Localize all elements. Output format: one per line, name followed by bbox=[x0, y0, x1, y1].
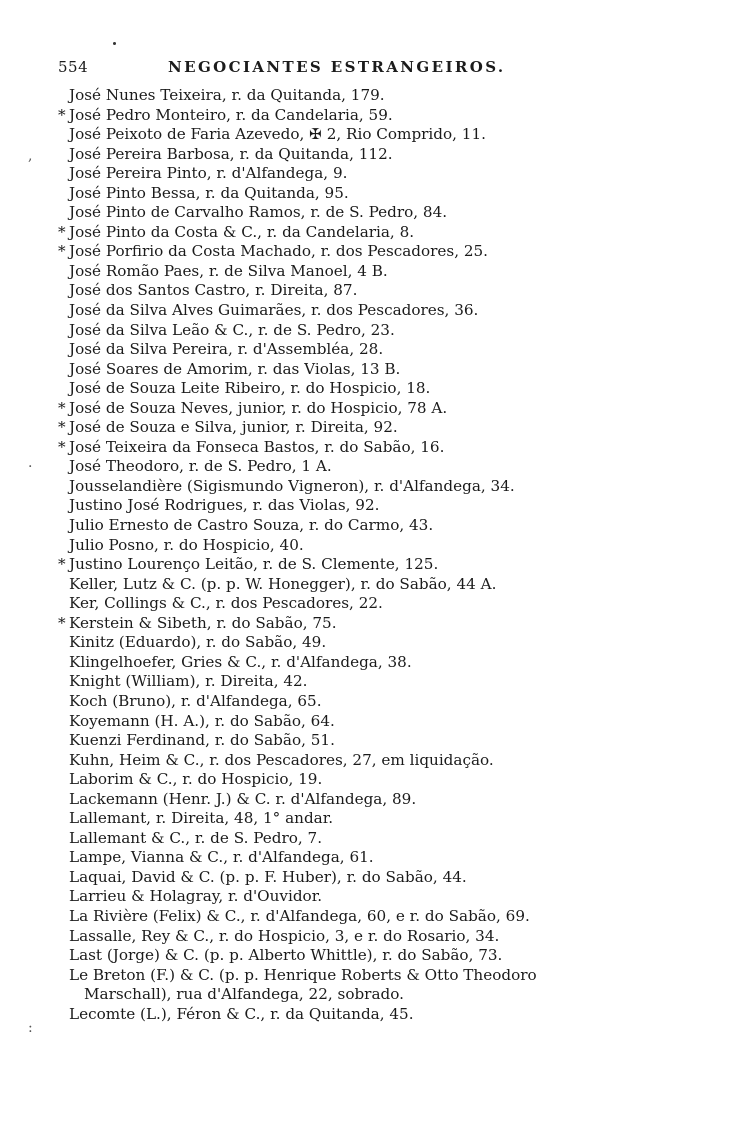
entry-marker bbox=[58, 653, 69, 673]
entry-marker bbox=[58, 692, 69, 712]
entry-text: Kuhn, Heim & C., r. dos Pescadores, 27, em liquidação. bbox=[69, 750, 494, 769]
entry-marker: * bbox=[58, 613, 66, 632]
entry-marker bbox=[58, 809, 69, 829]
directory-entry bbox=[58, 223, 698, 243]
page bbox=[58, 58, 698, 1024]
entry-text: José Teixeira da Fonseca Bastos, r. do Sabão, 16. bbox=[69, 437, 445, 456]
directory-entry bbox=[58, 770, 698, 790]
entry-marker: * bbox=[58, 555, 66, 574]
directory-entry bbox=[58, 418, 698, 438]
directory-entry bbox=[58, 340, 698, 360]
entry-marker bbox=[58, 927, 69, 947]
entry-marker bbox=[58, 457, 69, 477]
entry-text: Lackemann (Henr. J.) & C. r. d'Alfandega, 89. bbox=[69, 789, 417, 808]
entry-text: Klingelhoefer, Gries & C., r. d'Alfandega, 38. bbox=[69, 652, 412, 671]
directory-entry bbox=[58, 145, 698, 165]
entry-marker bbox=[58, 301, 69, 321]
directory-entry bbox=[58, 1005, 698, 1025]
ink-dot bbox=[113, 42, 116, 45]
entry-marker: * bbox=[58, 105, 66, 124]
entry-text: Jousselandière (Sigismundo Vigneron), r. d'Alfandega, 34. bbox=[69, 476, 515, 495]
directory-entry bbox=[58, 203, 698, 223]
entry-text: José Peixoto de Faria Azevedo, ✠ 2, Rio Comprido, 11. bbox=[69, 125, 486, 144]
entry-marker bbox=[58, 321, 69, 341]
entry-text: Lecomte (L.), Féron & C., r. da Quitanda, 45. bbox=[69, 1004, 414, 1023]
directory-entry bbox=[58, 985, 698, 1005]
entry-marker bbox=[58, 868, 69, 888]
directory-entry bbox=[58, 692, 698, 712]
entry-marker: * bbox=[58, 437, 66, 456]
directory-entry bbox=[58, 672, 698, 692]
directory-entry bbox=[58, 262, 698, 282]
entry-marker bbox=[58, 125, 69, 145]
directory-entry bbox=[58, 106, 698, 126]
entry-text: José da Silva Pereira, r. d'Assembléa, 28. bbox=[69, 340, 384, 359]
entry-marker bbox=[58, 887, 69, 907]
entry-text: Koyemann (H. A.), r. do Sabão, 64. bbox=[69, 711, 335, 730]
running-title: NEGOCIANTES ESTRANGEIROS. bbox=[168, 58, 506, 76]
directory-entry bbox=[58, 242, 698, 262]
directory-entry bbox=[58, 907, 698, 927]
entry-marker: * bbox=[58, 222, 66, 241]
directory-entry bbox=[58, 829, 698, 849]
entry-text: Koch (Bruno), r. d'Alfandega, 65. bbox=[69, 691, 322, 710]
entry-text: José Nunes Teixeira, r. da Quitanda, 179. bbox=[69, 86, 385, 104]
entry-marker bbox=[58, 340, 69, 360]
entry-marker bbox=[58, 712, 69, 732]
entry-text: La Rivière (Felix) & C., r. d'Alfandega, 60, e r. do Sabão, 69. bbox=[69, 906, 530, 925]
entry-text: Kerstein & Sibeth, r. do Sabão, 75. bbox=[69, 613, 337, 632]
entry-text: Lampe, Vianna & C., r. d'Alfandega, 61. bbox=[69, 848, 374, 867]
entry-marker bbox=[58, 594, 69, 614]
entry-marker bbox=[58, 751, 69, 771]
entry-marker bbox=[58, 379, 69, 399]
margin-mark: : bbox=[28, 1020, 33, 1036]
directory-entry bbox=[58, 301, 698, 321]
directory-list bbox=[58, 86, 698, 1024]
entry-text: José Theodoro, r. de S. Pedro, 1 A. bbox=[69, 457, 332, 476]
directory-entry bbox=[58, 887, 698, 907]
directory-entry bbox=[58, 848, 698, 868]
directory-entry bbox=[58, 809, 698, 829]
page-header bbox=[58, 58, 698, 86]
directory-entry bbox=[58, 927, 698, 947]
entry-text: José Pinto de Carvalho Ramos, r. de S. Pedro, 84. bbox=[69, 203, 448, 222]
directory-entry bbox=[58, 966, 698, 986]
entry-text: Marschall), rua d'Alfandega, 22, sobrado. bbox=[84, 985, 404, 1004]
entry-text: Julio Posno, r. do Hospicio, 40. bbox=[69, 535, 304, 554]
entry-text: José Pereira Pinto, r. d'Alfandega, 9. bbox=[69, 164, 348, 183]
directory-entry bbox=[58, 868, 698, 888]
entry-marker bbox=[58, 731, 69, 751]
directory-entry bbox=[58, 575, 698, 595]
entry-marker bbox=[58, 575, 69, 595]
entry-marker bbox=[58, 1005, 69, 1025]
directory-entry bbox=[58, 125, 698, 145]
margin-mark: , bbox=[28, 148, 33, 164]
directory-entry bbox=[58, 184, 698, 204]
entry-marker bbox=[58, 907, 69, 927]
directory-entry bbox=[58, 477, 698, 497]
entry-text: Lallemant & C., r. de S. Pedro, 7. bbox=[69, 828, 323, 847]
entry-text: Kinitz (Eduardo), r. do Sabão, 49. bbox=[69, 633, 327, 652]
entry-marker bbox=[58, 966, 69, 986]
directory-entry bbox=[58, 614, 698, 634]
entry-text: Lassalle, Rey & C., r. do Hospicio, 3, e r. do Rosario, 34. bbox=[69, 926, 500, 945]
entry-text: José Pereira Barbosa, r. da Quitanda, 112. bbox=[69, 144, 393, 163]
entry-text: Justino Lourenço Leitão, r. de S. Clemente, 125. bbox=[69, 555, 439, 574]
entry-marker bbox=[58, 829, 69, 849]
directory-entry bbox=[58, 790, 698, 810]
entry-text: José Porfirio da Costa Machado, r. dos Pescadores, 25. bbox=[69, 242, 489, 261]
directory-entry bbox=[58, 516, 698, 536]
entry-marker bbox=[58, 536, 69, 556]
entry-text: Kuenzi Ferdinand, r. do Sabão, 51. bbox=[69, 731, 335, 750]
directory-entry bbox=[58, 399, 698, 419]
entry-text: Justino José Rodrigues, r. das Violas, 92. bbox=[69, 496, 380, 515]
entry-text: José Pedro Monteiro, r. da Candelaria, 59. bbox=[69, 105, 393, 124]
page-number: 554 bbox=[58, 58, 89, 76]
entry-text: José da Silva Leão & C., r. de S. Pedro, 23. bbox=[69, 320, 395, 339]
entry-text: Keller, Lutz & C. (p. p. W. Honegger), r. do Sabão, 44 A. bbox=[69, 574, 497, 593]
directory-entry bbox=[58, 751, 698, 771]
directory-entry bbox=[58, 946, 698, 966]
entry-text: Knight (William), r. Direita, 42. bbox=[69, 672, 308, 691]
entry-marker bbox=[58, 946, 69, 966]
entry-marker bbox=[58, 184, 69, 204]
entry-text: Ker, Collings & C., r. dos Pescadores, 22. bbox=[69, 594, 383, 613]
entry-marker bbox=[58, 262, 69, 282]
entry-text: Le Breton (F.) & C. (p. p. Henrique Roberts & Otto Theodoro bbox=[69, 965, 537, 984]
directory-entry bbox=[58, 633, 698, 653]
entry-marker bbox=[58, 672, 69, 692]
directory-entry bbox=[58, 86, 698, 106]
entry-marker bbox=[58, 477, 69, 497]
entry-marker bbox=[58, 790, 69, 810]
entry-text: Last (Jorge) & C. (p. p. Alberto Whittle), r. do Sabão, 73. bbox=[69, 946, 503, 965]
directory-entry bbox=[58, 379, 698, 399]
entry-text: Laborim & C., r. do Hospicio, 19. bbox=[69, 770, 323, 789]
entry-text: Lallemant, r. Direita, 48, 1° andar. bbox=[69, 809, 334, 828]
entry-marker bbox=[58, 360, 69, 380]
entry-marker bbox=[58, 164, 69, 184]
entry-marker: * bbox=[58, 398, 66, 417]
directory-entry bbox=[58, 594, 698, 614]
directory-entry bbox=[58, 360, 698, 380]
directory-entry bbox=[58, 164, 698, 184]
entry-marker bbox=[58, 496, 69, 516]
entry-marker bbox=[58, 516, 69, 536]
entry-marker: * bbox=[58, 242, 66, 261]
directory-entry bbox=[58, 457, 698, 477]
directory-entry bbox=[58, 712, 698, 732]
entry-text: Laquai, David & C. (p. p. F. Huber), r. do Sabão, 44. bbox=[69, 867, 467, 886]
entry-marker bbox=[58, 848, 69, 868]
entry-marker bbox=[58, 145, 69, 165]
entry-text: José Soares de Amorim, r. das Violas, 13 B. bbox=[69, 359, 401, 378]
entry-text: José Pinto da Costa & C., r. da Candelaria, 8. bbox=[69, 222, 415, 241]
entry-text: José dos Santos Castro, r. Direita, 87. bbox=[69, 281, 358, 300]
entry-text: José Romão Paes, r. de Silva Manoel, 4 B. bbox=[69, 261, 388, 280]
entry-text: José Pinto Bessa, r. da Quitanda, 95. bbox=[69, 183, 349, 202]
entry-text: Larrieu & Holagray, r. d'Ouvidor. bbox=[69, 887, 323, 906]
directory-entry bbox=[58, 438, 698, 458]
entry-marker bbox=[58, 86, 69, 106]
entry-text: Julio Ernesto de Castro Souza, r. do Carmo, 43. bbox=[69, 516, 434, 535]
directory-entry bbox=[58, 321, 698, 341]
entry-marker bbox=[58, 281, 69, 301]
entry-text: José de Souza Leite Ribeiro, r. do Hospicio, 18. bbox=[69, 379, 431, 398]
entry-text: José da Silva Alves Guimarães, r. dos Pescadores, 36. bbox=[69, 301, 479, 320]
directory-entry bbox=[58, 731, 698, 751]
directory-entry bbox=[58, 653, 698, 673]
entry-marker bbox=[58, 633, 69, 653]
entry-marker bbox=[58, 770, 69, 790]
directory-entry bbox=[58, 281, 698, 301]
entry-text: José de Souza e Silva, junior, r. Direita, 92. bbox=[69, 418, 398, 437]
entry-text: José de Souza Neves, junior, r. do Hospicio, 78 A. bbox=[69, 398, 448, 417]
entry-marker bbox=[58, 203, 69, 223]
directory-entry bbox=[58, 496, 698, 516]
margin-mark: . bbox=[28, 455, 33, 471]
entry-marker: * bbox=[58, 418, 66, 437]
directory-entry bbox=[58, 555, 698, 575]
directory-entry bbox=[58, 536, 698, 556]
